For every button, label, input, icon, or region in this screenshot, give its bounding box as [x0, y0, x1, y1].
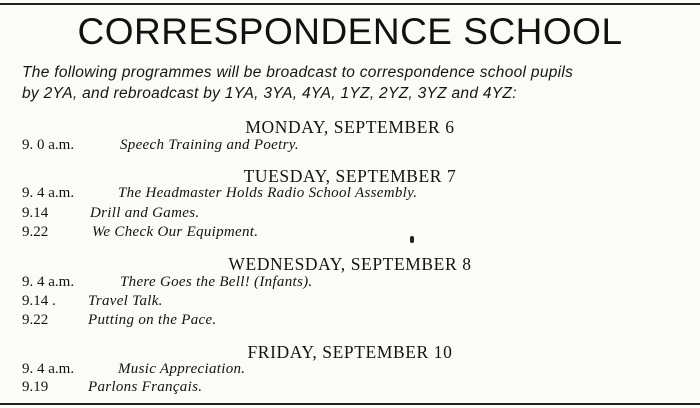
schedule-row: [22, 273, 312, 292]
schedule-program: We Check Our Equipment.: [92, 224, 259, 240]
bottom-rule: [0, 403, 700, 405]
schedule-row: [22, 360, 245, 379]
schedule-program: Travel Talk.: [88, 293, 163, 309]
schedule-program: Putting on the Pace.: [88, 312, 217, 328]
schedule-time: 9.22: [22, 312, 49, 328]
schedule-row: [22, 292, 163, 311]
schedule-row: [22, 136, 299, 155]
schedule-row: [22, 204, 199, 223]
schedule-time: 9.19: [22, 379, 49, 395]
day-heading-monday: MONDAY, SEPTEMBER 6: [245, 117, 455, 137]
schedule-program: The Headmaster Holds Radio School Assembly.: [118, 185, 418, 201]
day-heading-friday: FRIDAY, SEPTEMBER 10: [247, 342, 453, 362]
schedule-program: Parlons Français.: [88, 379, 203, 395]
schedule-program: Drill and Games.: [90, 205, 200, 221]
schedule-program: Music Appreciation.: [118, 361, 246, 377]
intro-paragraph: [22, 62, 692, 104]
page-title: CORRESPONDENCE SCHOOL: [77, 11, 623, 52]
schedule-time: 9. 4 a.m.: [22, 185, 75, 201]
schedule-row: [22, 184, 417, 203]
schedule-row: [22, 223, 258, 242]
schedule-time: 9. 4 a.m.: [22, 361, 75, 377]
intro-line-2: by 2YA, and rebroadcast by 1YA, 3YA, 4YA, 1YZ, 2YZ, 3YZ and 4YZ:: [22, 85, 517, 102]
day-heading-wednesday: WEDNESDAY, SEPTEMBER 8: [228, 254, 472, 274]
top-rule: [0, 3, 700, 5]
schedule-program: There Goes the Bell! (Infants).: [120, 274, 313, 290]
day-heading-tuesday: TUESDAY, SEPTEMBER 7: [243, 166, 457, 186]
ink-mark: [410, 236, 414, 243]
schedule-time: 9.22: [22, 224, 49, 240]
schedule-time: 9.14 .: [22, 293, 56, 309]
schedule-program: Speech Training and Poetry.: [120, 137, 299, 153]
schedule-row: [22, 378, 202, 397]
schedule-time: 9. 0 a.m.: [22, 137, 75, 153]
schedule-row: [22, 311, 216, 330]
schedule-time: 9.14: [22, 205, 49, 221]
schedule-time: 9. 4 a.m.: [22, 274, 75, 290]
intro-line-1: The following programmes will be broadcast to correspondence school pupils: [22, 64, 574, 81]
